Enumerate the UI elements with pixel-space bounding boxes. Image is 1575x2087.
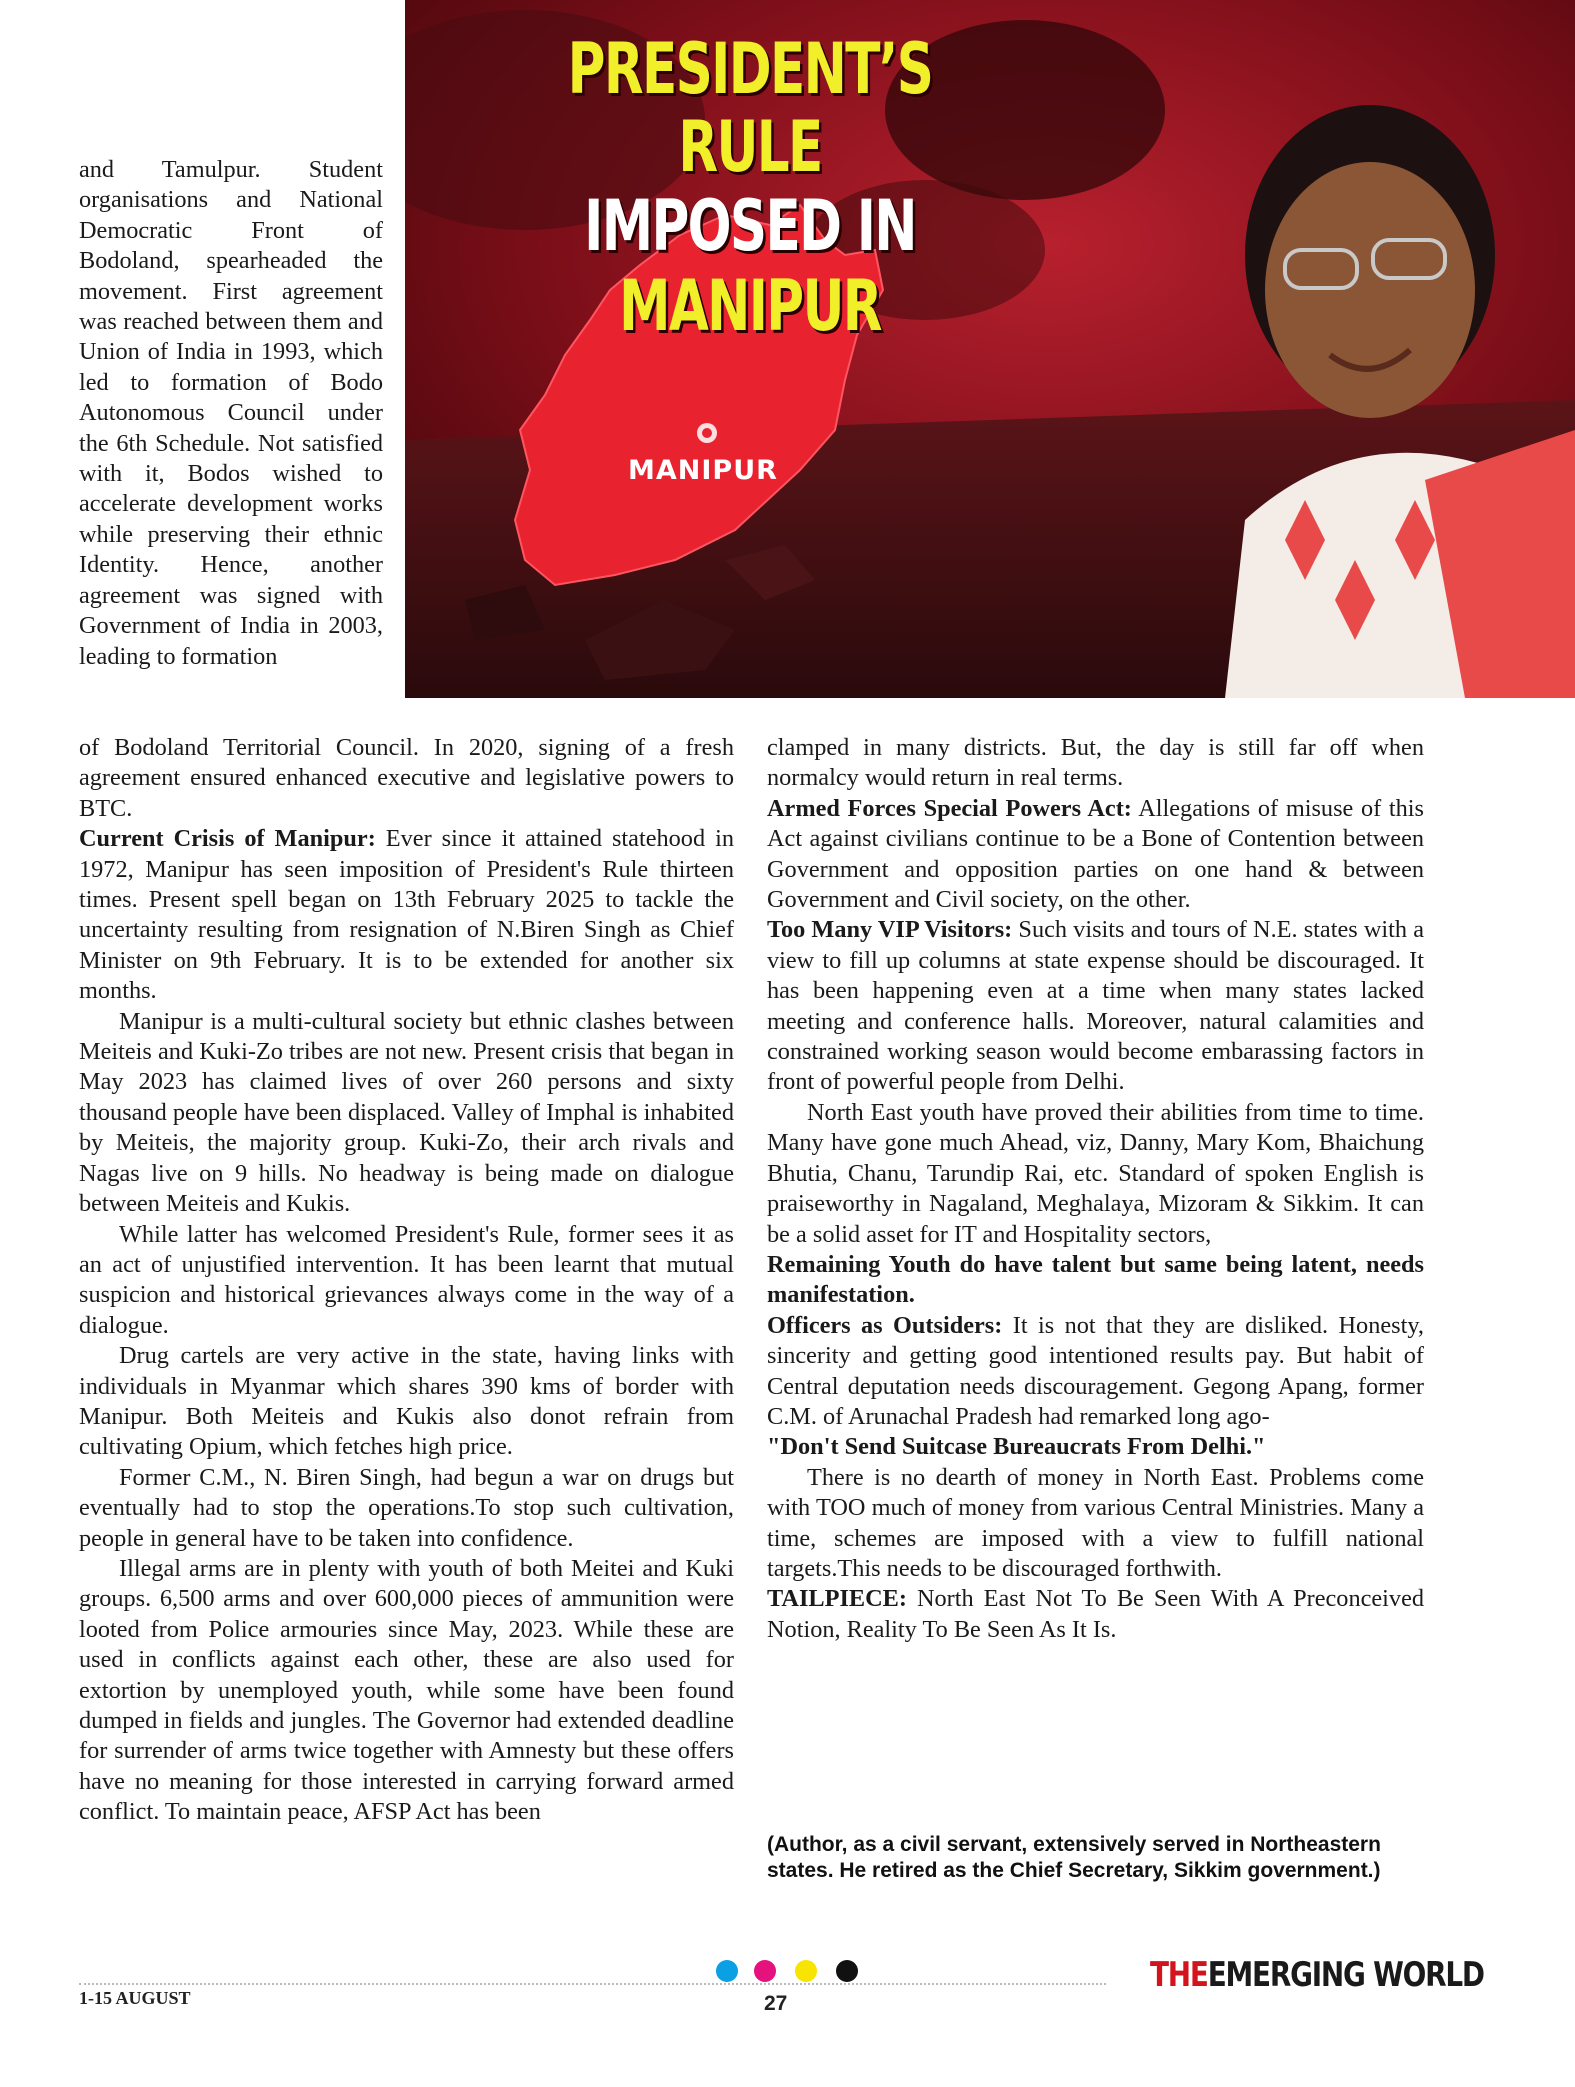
paragraph-latter: While latter has welcomed President's Rule, former sees it as an act of unjustified intervention. It has been learnt that mutual suspicion and historical grievances always come in the way of a dialogue.: [79, 1220, 734, 1339]
article-column-1: [79, 733, 734, 1828]
paragraph-bodoland-continued: of Bodoland Territorial Council. In 2020, signing of a fresh agreement ensured enhanced executive and legislative powers to BTC.: [79, 734, 734, 822]
registration-dot-cyan: [716, 1960, 738, 1982]
registration-dot-black: [836, 1960, 858, 1982]
officers-heading: Officers as Outsiders:: [767, 1311, 1003, 1339]
paragraph-remaining-youth: Remaining Youth do have talent but same being latent, needs manifestation.: [767, 1250, 1424, 1309]
footer-divider: [79, 1983, 1106, 1985]
paragraph-clamped: clamped in many districts. But, the day is still far off when normalcy would return in real terms.: [767, 734, 1424, 792]
vip-heading: Too Many VIP Visitors:: [767, 916, 1013, 944]
headline-line-2: [496, 186, 1004, 346]
afspa-heading: Armed Forces Special Powers Act:: [767, 794, 1132, 822]
headline-line-2-text: IMPOSED IN: [584, 185, 916, 267]
logo-name: EMERGING WORLD: [1207, 1955, 1484, 1995]
paragraph-former-cm: Former C.M., N. Biren Singh, had begun a war on drugs but eventually had to stop the operations.To stop such cultivation, people in general have to be taken into confidence.: [79, 1463, 734, 1552]
page-number: 27: [764, 1992, 788, 2015]
officers-text: It is not that they are disliked. Honesty, sincerity and getting good intentioned results pay. But habit of Central deputation needs discouragement. Gegong Apang, former C.M. of Arunachal Pradesh had remarked long ago-: [767, 1311, 1424, 1430]
hero-headline: [440, 30, 1060, 346]
lead-text: and Tamulpur. Student organisations and National Democratic Front of Bodoland, spearheaded the movement. First agreement was reached between them and Union of India in 1993, which led to formation of Bodo Autonomous Council under the 6th Schedule. Not satisfied with it, Bodos wished to accelerate development works while preserving their ethnic Identity. Hence, another agreement was signed with Government of India in 2003, leading to formation: [79, 156, 383, 670]
registration-dot-magenta: [754, 1960, 776, 1982]
map-label: MANIPUR: [628, 455, 778, 486]
headline-line-2-highlight: MANIPUR: [619, 265, 881, 347]
issue-date: 1-15 AUGUST: [79, 1988, 191, 2008]
author-note: (Author, as a civil servant, extensively served in Northeastern states. He retired as the Chief Secretary, Sikkim government.): [767, 1833, 1381, 1882]
paragraph-officers: [767, 1311, 1424, 1433]
paragraph-ne-youth: North East youth have proved their abilities from time to time. Many have gone much Ahead, viz, Danny, Mary Kom, Bhaichung Bhutia, Chanu, Tarundip Rai, etc. Standard of spoken English is praiseworthy in Nagaland, Meghalaya, Mizoram & Sikkim. It can be a solid asset for IT and Hospitality sectors,: [767, 1098, 1424, 1248]
portrait-face: [1265, 162, 1475, 418]
paragraph-tailpiece: [767, 1584, 1424, 1645]
vip-text: Such visits and tours of N.E. states with a view to fill up columns at state expense should be discouraged. It has been happening even at a time when many states lacked meeting and conference halls. Moreover, natural calamities and constrained working season would become embarassing factors in front of powerful people from Delhi.: [767, 916, 1424, 1096]
paragraph-afspa: [767, 794, 1424, 916]
tailpiece-text: North East Not To Be Seen With A Preconceived Notion, Reality To Be Seen As It Is.: [767, 1585, 1424, 1643]
paragraph-drug-cartels: Drug cartels are very active in the state, having links with individuals in Myanmar which shares 390 kms of border with Manipur. Both Meiteis and Kukis also donot refrain from cultivating Opium, which fetches high price.: [79, 1342, 734, 1461]
afspa-text: Allegations of misuse of this Act against civilians continue to be a Bone of Contention between Government and opposition parties on one hand & between Government and Civil society, on the other.: [767, 794, 1425, 914]
paragraph-money: There is no dearth of money in North East. Problems come with TOO much of money from various Central Ministries. Many a time, schemes are imposed with a view to fulfill national targets.This needs to be discouraged forthwith.: [767, 1463, 1424, 1582]
crisis-heading: Current Crisis of Manipur:: [79, 825, 376, 853]
article-column-2: [767, 733, 1424, 1645]
headline-line-1: PRESIDENT’S RULE: [567, 28, 933, 188]
crisis-text: Ever since it attained statehood in 1972, Manipur has seen imposition of President's Rule thirteen times. Present spell began on 13th February 2025 to tackle the uncertainty resulting from resignation of N.Biren Singh as Chief Minister on 9th February. It is to be extended for another six months.: [79, 825, 734, 1005]
publication-logo: [1150, 1955, 1484, 1995]
paragraph-vip-visitors: [767, 915, 1424, 1097]
paragraph-multicultural: Manipur is a multi-cultural society but ethnic clashes between Meiteis and Kuki-Zo tribes are not new. Present crisis that began in May 2023 has claimed lives of over 260 persons and sixty thousand people have been displaced. Valley of Imphal is inhabited by Meiteis, the majority group. Kuki-Zo, their arch rivals and Nagas live on 9 hills. No headway is being made on dialogue between Meiteis and Kukis.: [79, 1007, 734, 1218]
tailpiece-heading: TAILPIECE:: [767, 1585, 907, 1613]
logo-the: THE: [1150, 1955, 1208, 1995]
paragraph-illegal-arms: Illegal arms are in plenty with youth of both Meitei and Kuki groups. 6,500 arms and over 600,000 pieces of ammunition were looted from Police armouries since May, 2023. While these are used in conflicts against each other, these are also used for extortion by unemployed youth, while some have been found dumped in fields and jungles. The Governor had extended deadline for surrender of arms twice together with Amnesty but these offers have no meaning for those interested in carrying forward armed conflict. To maintain peace, AFSP Act has been: [79, 1554, 734, 1826]
registration-dot-yellow: [795, 1960, 817, 1982]
paragraph-current-crisis: [79, 824, 734, 1006]
lead-paragraph: [79, 155, 383, 672]
quote-suitcase-bureaucrats: "Don't Send Suitcase Bureaucrats From Delhi.": [767, 1433, 1266, 1461]
